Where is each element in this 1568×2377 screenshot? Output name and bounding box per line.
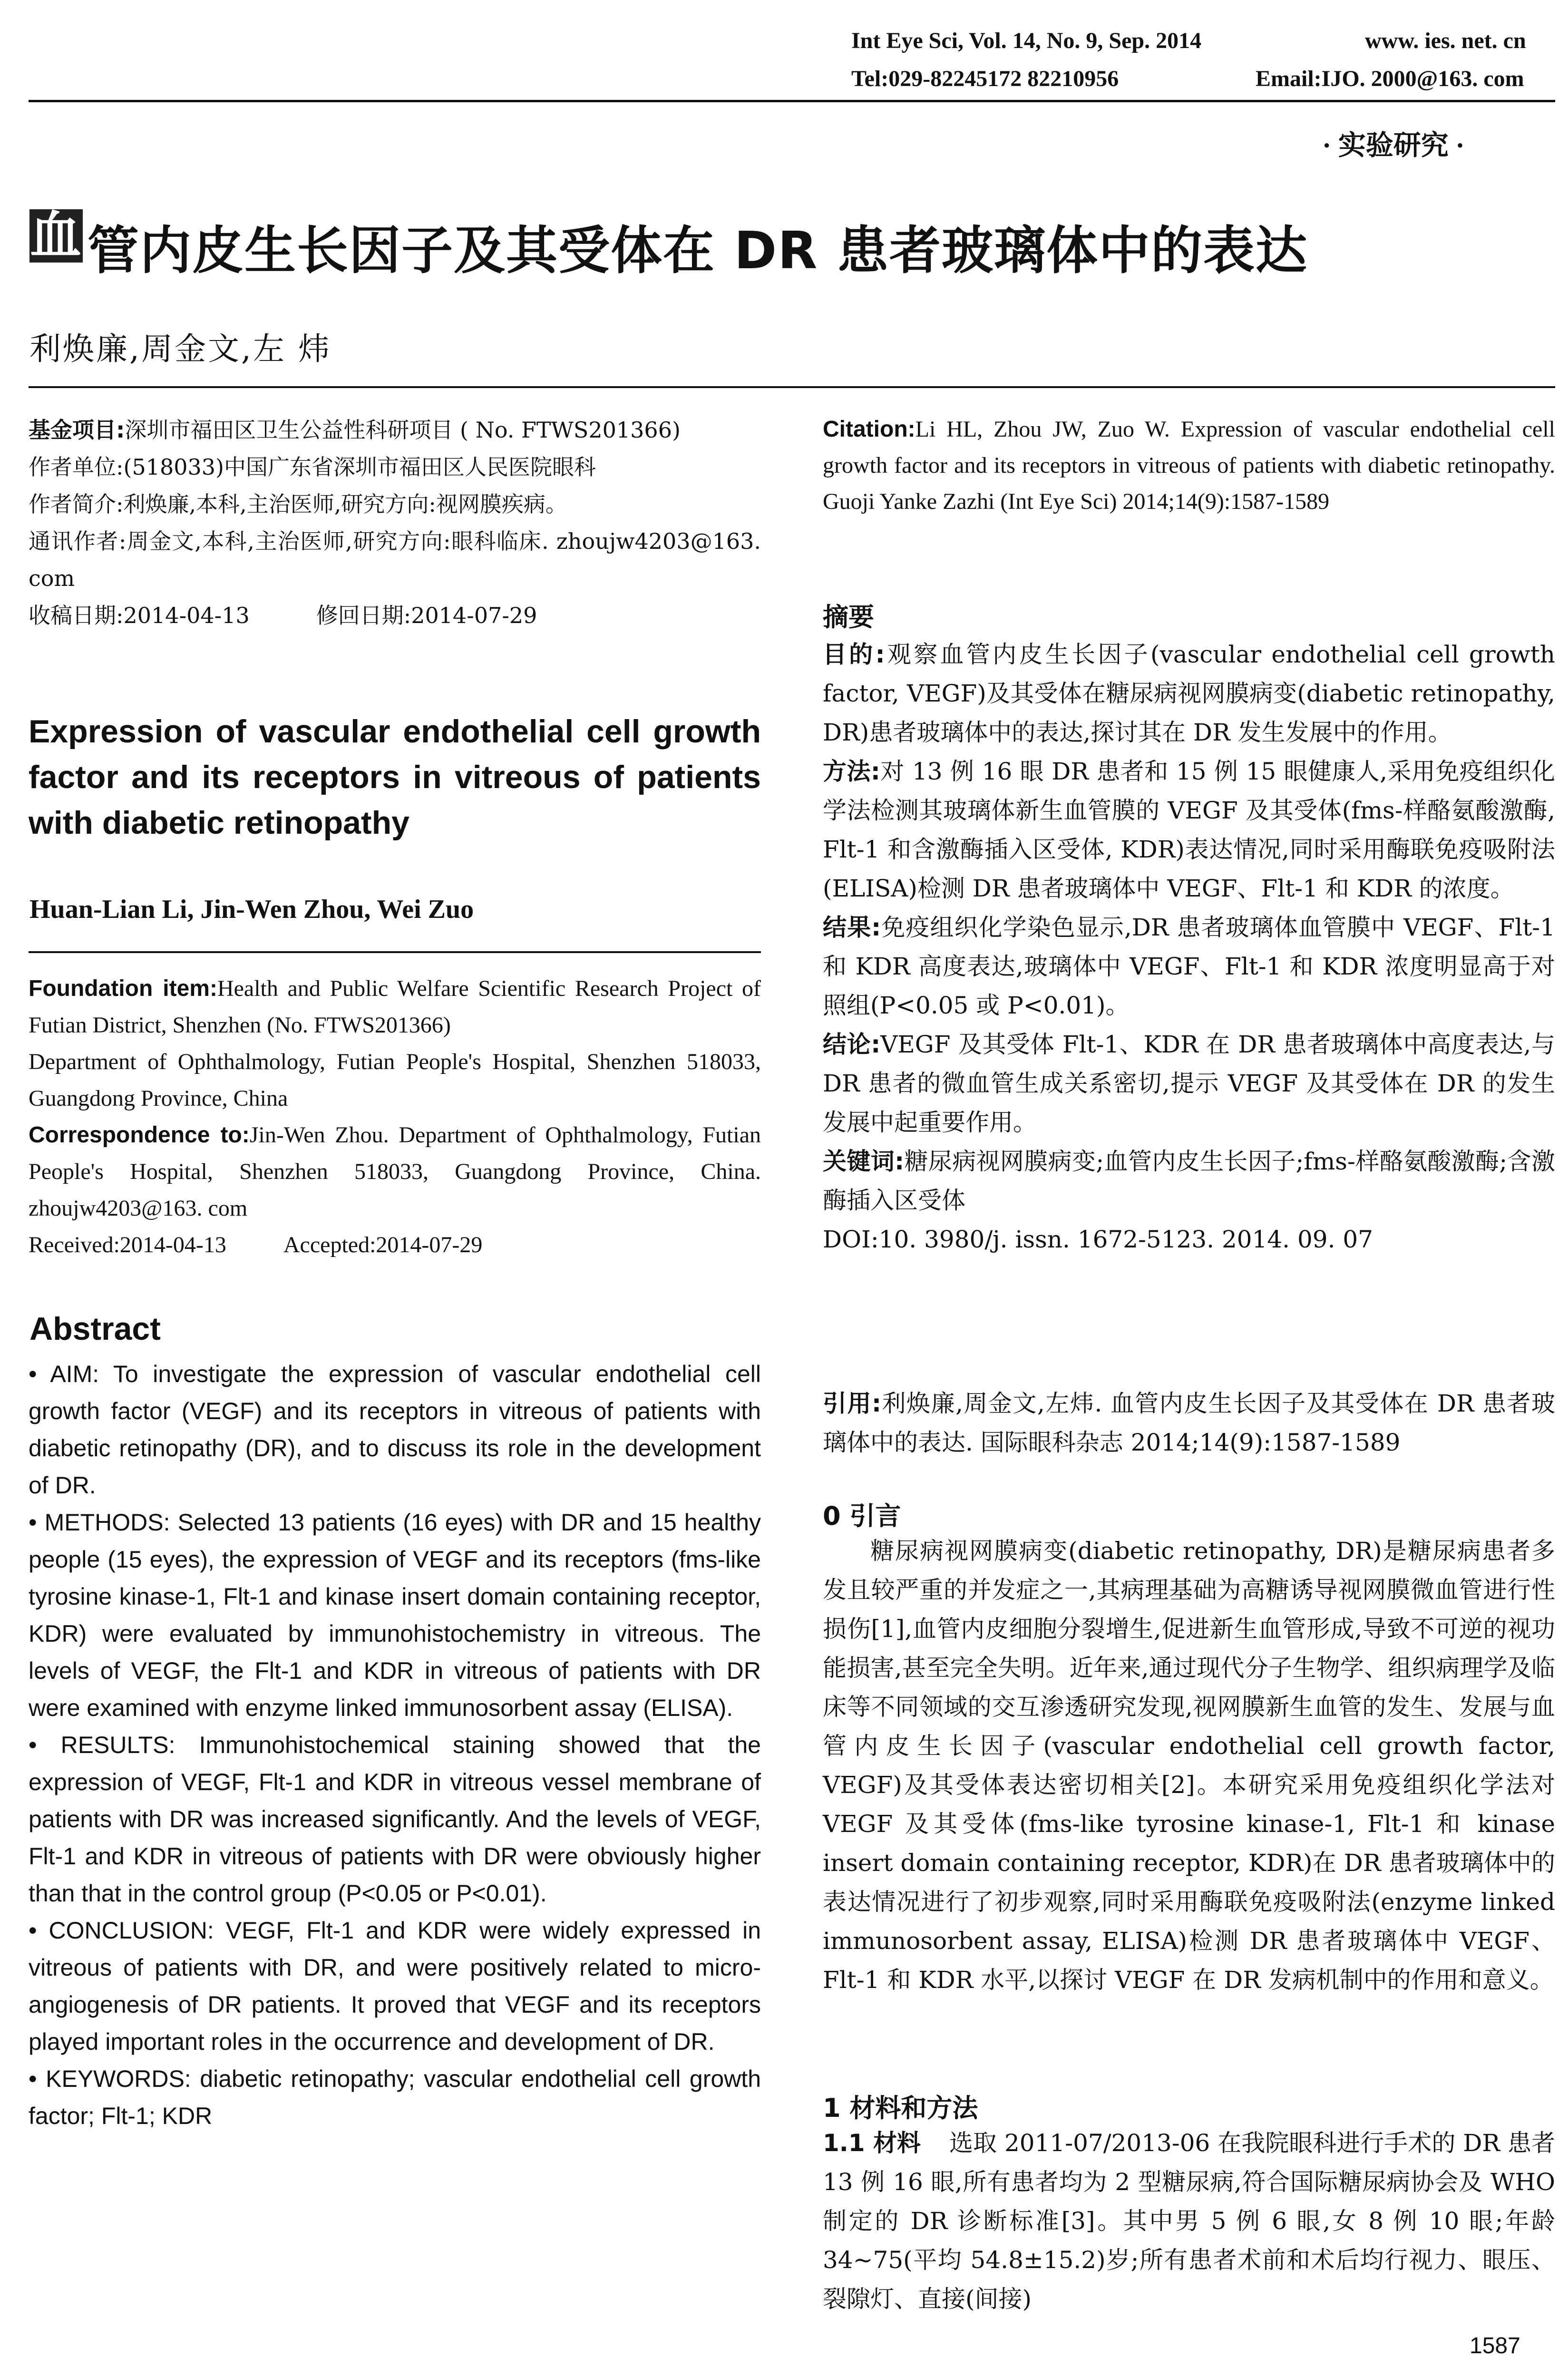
cn-title (29, 206, 1308, 283)
intro-paragraph: 糖尿病视网膜病变(diabetic retinopathy, DR)是糖尿病患者多发且较严重的并发症之一,其病理基础为高糖诱导视网膜微血管进行性损伤[1],血管内皮细胞分裂增生,促进新生血管形成,导致不可逆的视功能损害,甚至完全失明。近年来,通过现代分子生物学、组织病理学及临床等不同领域的交互渗透研究发现,视网膜新生血管的发生、发展与血管内皮生长因子(vascular endothelial cell growth factor, VEGF)及其受体表达密切相关[2]。本研究采用免疫组织化学法对 VEGF 及其受体(fms-like tyrosine kinase-1, Flt-1 和 kinase insert domain containing receptor, KDR)在 DR 患者玻璃体中的表达情况进行了初步观察,同时采用酶联免疫吸附法(enzyme linked immunosorbent assay, ELISA)检测 DR 患者玻璃体中 VEGF、Flt-1 和 KDR 水平,以探讨 VEGF 在 DR 发病机制中的作用和意义。 (823, 1537, 1555, 1994)
zh-results (823, 908, 1555, 1025)
corr-label: 通讯作者: (29, 528, 127, 554)
abstract-keywords: • KEYWORDS: diabetic retinopathy; vascular endothelial cell growth factor; Flt-1; KDR (29, 2065, 761, 2129)
zh-aim-text: 观察血管内皮生长因子(vascular endothelial cell growth factor, VEGF)及其受体在糖尿病视网膜病变(diabetic retinopathy, DR)患者玻璃体中的表达,探讨其在 DR 发生发展中的作用。 (823, 641, 1556, 746)
citation (823, 411, 1555, 520)
journal-website: www. ies. net. cn (1365, 28, 1526, 53)
zh-conclusion-label: 结论: (823, 1031, 881, 1058)
foundation-item (29, 970, 761, 1043)
zh-citation (823, 1384, 1555, 1462)
title-rule (29, 386, 1555, 388)
dates-line (29, 597, 761, 634)
zh-methods-label: 方法: (823, 758, 880, 785)
bio-line (29, 486, 761, 523)
en-dates (29, 1227, 761, 1263)
citation-label: Citation: (823, 417, 915, 442)
abstract-body (29, 1355, 761, 2134)
unit-text: (518033)中国广东省深圳市福田区人民医院眼科 (123, 454, 596, 480)
correspondence-text: Jin-Wen Zhou. Department of Ophthalmology, Futian People's Hospital, Shenzhen 518033, Guangdong Province, China. zhoujw4203@163. com (29, 1122, 761, 1221)
bio-text: 利焕廉,本科,主治医师,研究方向:视网膜疾病。 (123, 491, 567, 517)
bio-label: 作者简介: (29, 491, 124, 517)
zh-aim (823, 635, 1555, 752)
zh-conclusion-text: VEGF 及其受体 Flt-1、KDR 在 DR 患者玻璃体中高度表达,与 DR 患者的微血管生成关系密切,提示 VEGF 及其受体在 DR 的发生发展中起重要作用。 (823, 1031, 1555, 1136)
zh-keywords (823, 1142, 1555, 1220)
abstract-results: • RESULTS: Immunohistochemical staining showed that the expression of VEGF, Flt-1 and KDR in vitreous vessel membrane of patients with DR was increased significantly. And the levels of VEGF, Flt-1 and KDR in vitreous of patients with DR were obviously higher than that in the control group (P<0.05 or P<0.01). (29, 1732, 761, 1907)
received-date: 收稿日期:2014-04-13 (29, 603, 250, 628)
foundation-label: Foundation item: (29, 976, 217, 1001)
materials-text: 选取 2011-07/2013-06 在我院眼科进行手术的 DR 患者 13 例 16 眼,所有患者均为 2 型糖尿病,符合国际糖尿病协会及 WHO 制定的 DR 诊断标准[3]。其中男 5 例 6 眼,女 8 例 10 眼;年龄 34~75(平均 54.8±15.2)岁;所有患者术前和术后均行视力、眼压、裂隙灯、直接(间接) (823, 2129, 1555, 2313)
methods-heading: 1 材料和方法 (823, 2093, 978, 2123)
abstract-heading: Abstract (29, 1311, 161, 1347)
en-title: Expression of vascular endothelial cell growth factor and its receptors in vitreous of patients with diabetic retinopathy (29, 713, 761, 841)
en-authors: Huan-Lian Li, Jin-Wen Zhou, Wei Zuo (29, 895, 474, 924)
zh-methods-text: 对 13 例 16 眼 DR 患者和 15 例 15 眼健康人,采用免疫组织化学法检测其玻璃体新生血管膜的 VEGF 及其受体(fms-样酪氨酸激酶, Flt-1 和含激酶插入区受体, KDR)表达情况,同时采用酶联免疫吸附法(ELISA)检测 DR 患者玻璃体中 VEGF、Flt-1 和 KDR 的浓度。 (823, 758, 1556, 902)
intro-heading: 0 引言 (823, 1501, 901, 1531)
zh-citation-label: 引用: (823, 1390, 882, 1417)
zh-doi: DOI:10. 3980/j. issn. 1672-5123. 2014. 09. 07 (823, 1226, 1373, 1253)
zh-methods (823, 752, 1555, 908)
zh-aim-label: 目的: (823, 641, 885, 668)
zh-citation-block (823, 1384, 1555, 1462)
left-info-block (29, 411, 761, 634)
materials-label: 1.1 材料 (823, 2129, 921, 2157)
en-accepted: Accepted:2014-07-29 (283, 1232, 483, 1257)
fund-line (29, 411, 761, 448)
revised-date: 修回日期:2014-07-29 (316, 603, 537, 628)
correspondence-label: Correspondence to: (29, 1122, 250, 1148)
zh-abstract-heading: 摘要 (823, 602, 874, 632)
header-rule (29, 100, 1555, 102)
zh-keywords-label: 关键词: (823, 1148, 905, 1175)
journal-tel: Tel:029-82245172 82210956 (851, 66, 1119, 91)
intro-body (823, 1531, 1555, 1999)
journal-email: Email:IJO. 2000@163. com (1256, 66, 1524, 91)
unit-line (29, 448, 761, 486)
materials-paragraph (823, 2124, 1555, 2319)
section-tag: · 实验研究 · (1322, 130, 1465, 161)
journal-citation-line: Int Eye Sci, Vol. 14, No. 9, Sep. 2014 (851, 28, 1202, 53)
authors-rule (29, 951, 761, 953)
en-received: Received:2014-04-13 (29, 1232, 226, 1257)
zh-keywords-text: 糖尿病视网膜病变;血管内皮生长因子;fms-样酪氨酸激酶;含激酶插入区受体 (823, 1148, 1555, 1214)
department: Department of Ophthalmology, Futian People's Hospital, Shenzhen 518033, Guangdong Province, China (29, 1049, 761, 1111)
cn-title-rest: 管内皮生长因子及其受体在 DR 患者玻璃体中的表达 (88, 221, 1308, 281)
unit-label: 作者单位: (29, 454, 124, 480)
zh-abstract-body (823, 635, 1555, 1259)
methods-body (823, 2124, 1555, 2319)
zh-citation-text: 利焕廉,周金文,左炜. 血管内皮生长因子及其受体在 DR 患者玻璃体中的表达. 国际眼科杂志 2014;14(9):1587-1589 (823, 1390, 1555, 1456)
zh-results-text: 免疫组织化学染色显示,DR 患者玻璃体血管膜中 VEGF、Flt-1 和 KDR 高度表达,玻璃体中 VEGF、Flt-1 和 KDR 浓度明显高于对照组(P<0.05 或 P<0.01)。 (823, 914, 1555, 1019)
title-initial-box: 血 (29, 206, 82, 265)
citation-block (823, 411, 1555, 520)
fund-text: 深圳市福田区卫生公益性科研项目 ( No. FTWS201366) (125, 417, 681, 443)
abstract-conclusion: • CONCLUSION: VEGF, Flt-1 and KDR were widely expressed in vitreous of patients with DR, and were positively related to micro-angiogenesis of DR patients. It proved that VEGF and its receptors played important roles in the occurrence and development of DR. (29, 1917, 761, 2055)
zh-results-label: 结果: (823, 914, 881, 941)
correspondence (29, 1117, 761, 1227)
corr-text: 周金文,本科,主治医师,研究方向:眼科临床. zhoujw4203@163. com (29, 528, 761, 591)
abstract-aim: • AIM: To investigate the expression of vascular endothelial cell growth factor (VEGF) and its receptors in vitreous of patients with diabetic retinopathy (DR), and to discuss its role in the development of DR. (29, 1361, 761, 1499)
corr-line (29, 523, 761, 597)
cn-authors: 利焕廉,周金文,左 炜 (29, 331, 331, 367)
abstract-methods: • METHODS: Selected 13 patients (16 eyes) with DR and 15 healthy people (15 eyes), the expression of VEGF and its receptors (fms-like tyrosine kinase-1, Flt-1 and kinase insert domain containing receptor, KDR) were evaluated by immunohistochemistry in vitreous. The levels of VEGF, the Flt-1 and KDR in vitreous of patients with DR were examined with enzyme linked immunosorbent assay (ELISA). (29, 1509, 761, 1721)
foundation-text: Health and Public Welfare Scientific Research Project of Futian District, Shenzhen (No. FTWS201366) (29, 976, 761, 1038)
foundation-block (29, 970, 761, 1263)
page-number: 1587 (1470, 2333, 1520, 2358)
zh-conclusion (823, 1025, 1555, 1142)
citation-text: Li HL, Zhou JW, Zuo W. Expression of vascular endothelial cell growth factor and its receptors in vitreous of patients with diabetic retinopathy. Guoji Yanke Zazhi (Int Eye Sci) 2014;14(9):1587-1589 (823, 417, 1555, 514)
fund-label: 基金项目: (29, 417, 125, 443)
